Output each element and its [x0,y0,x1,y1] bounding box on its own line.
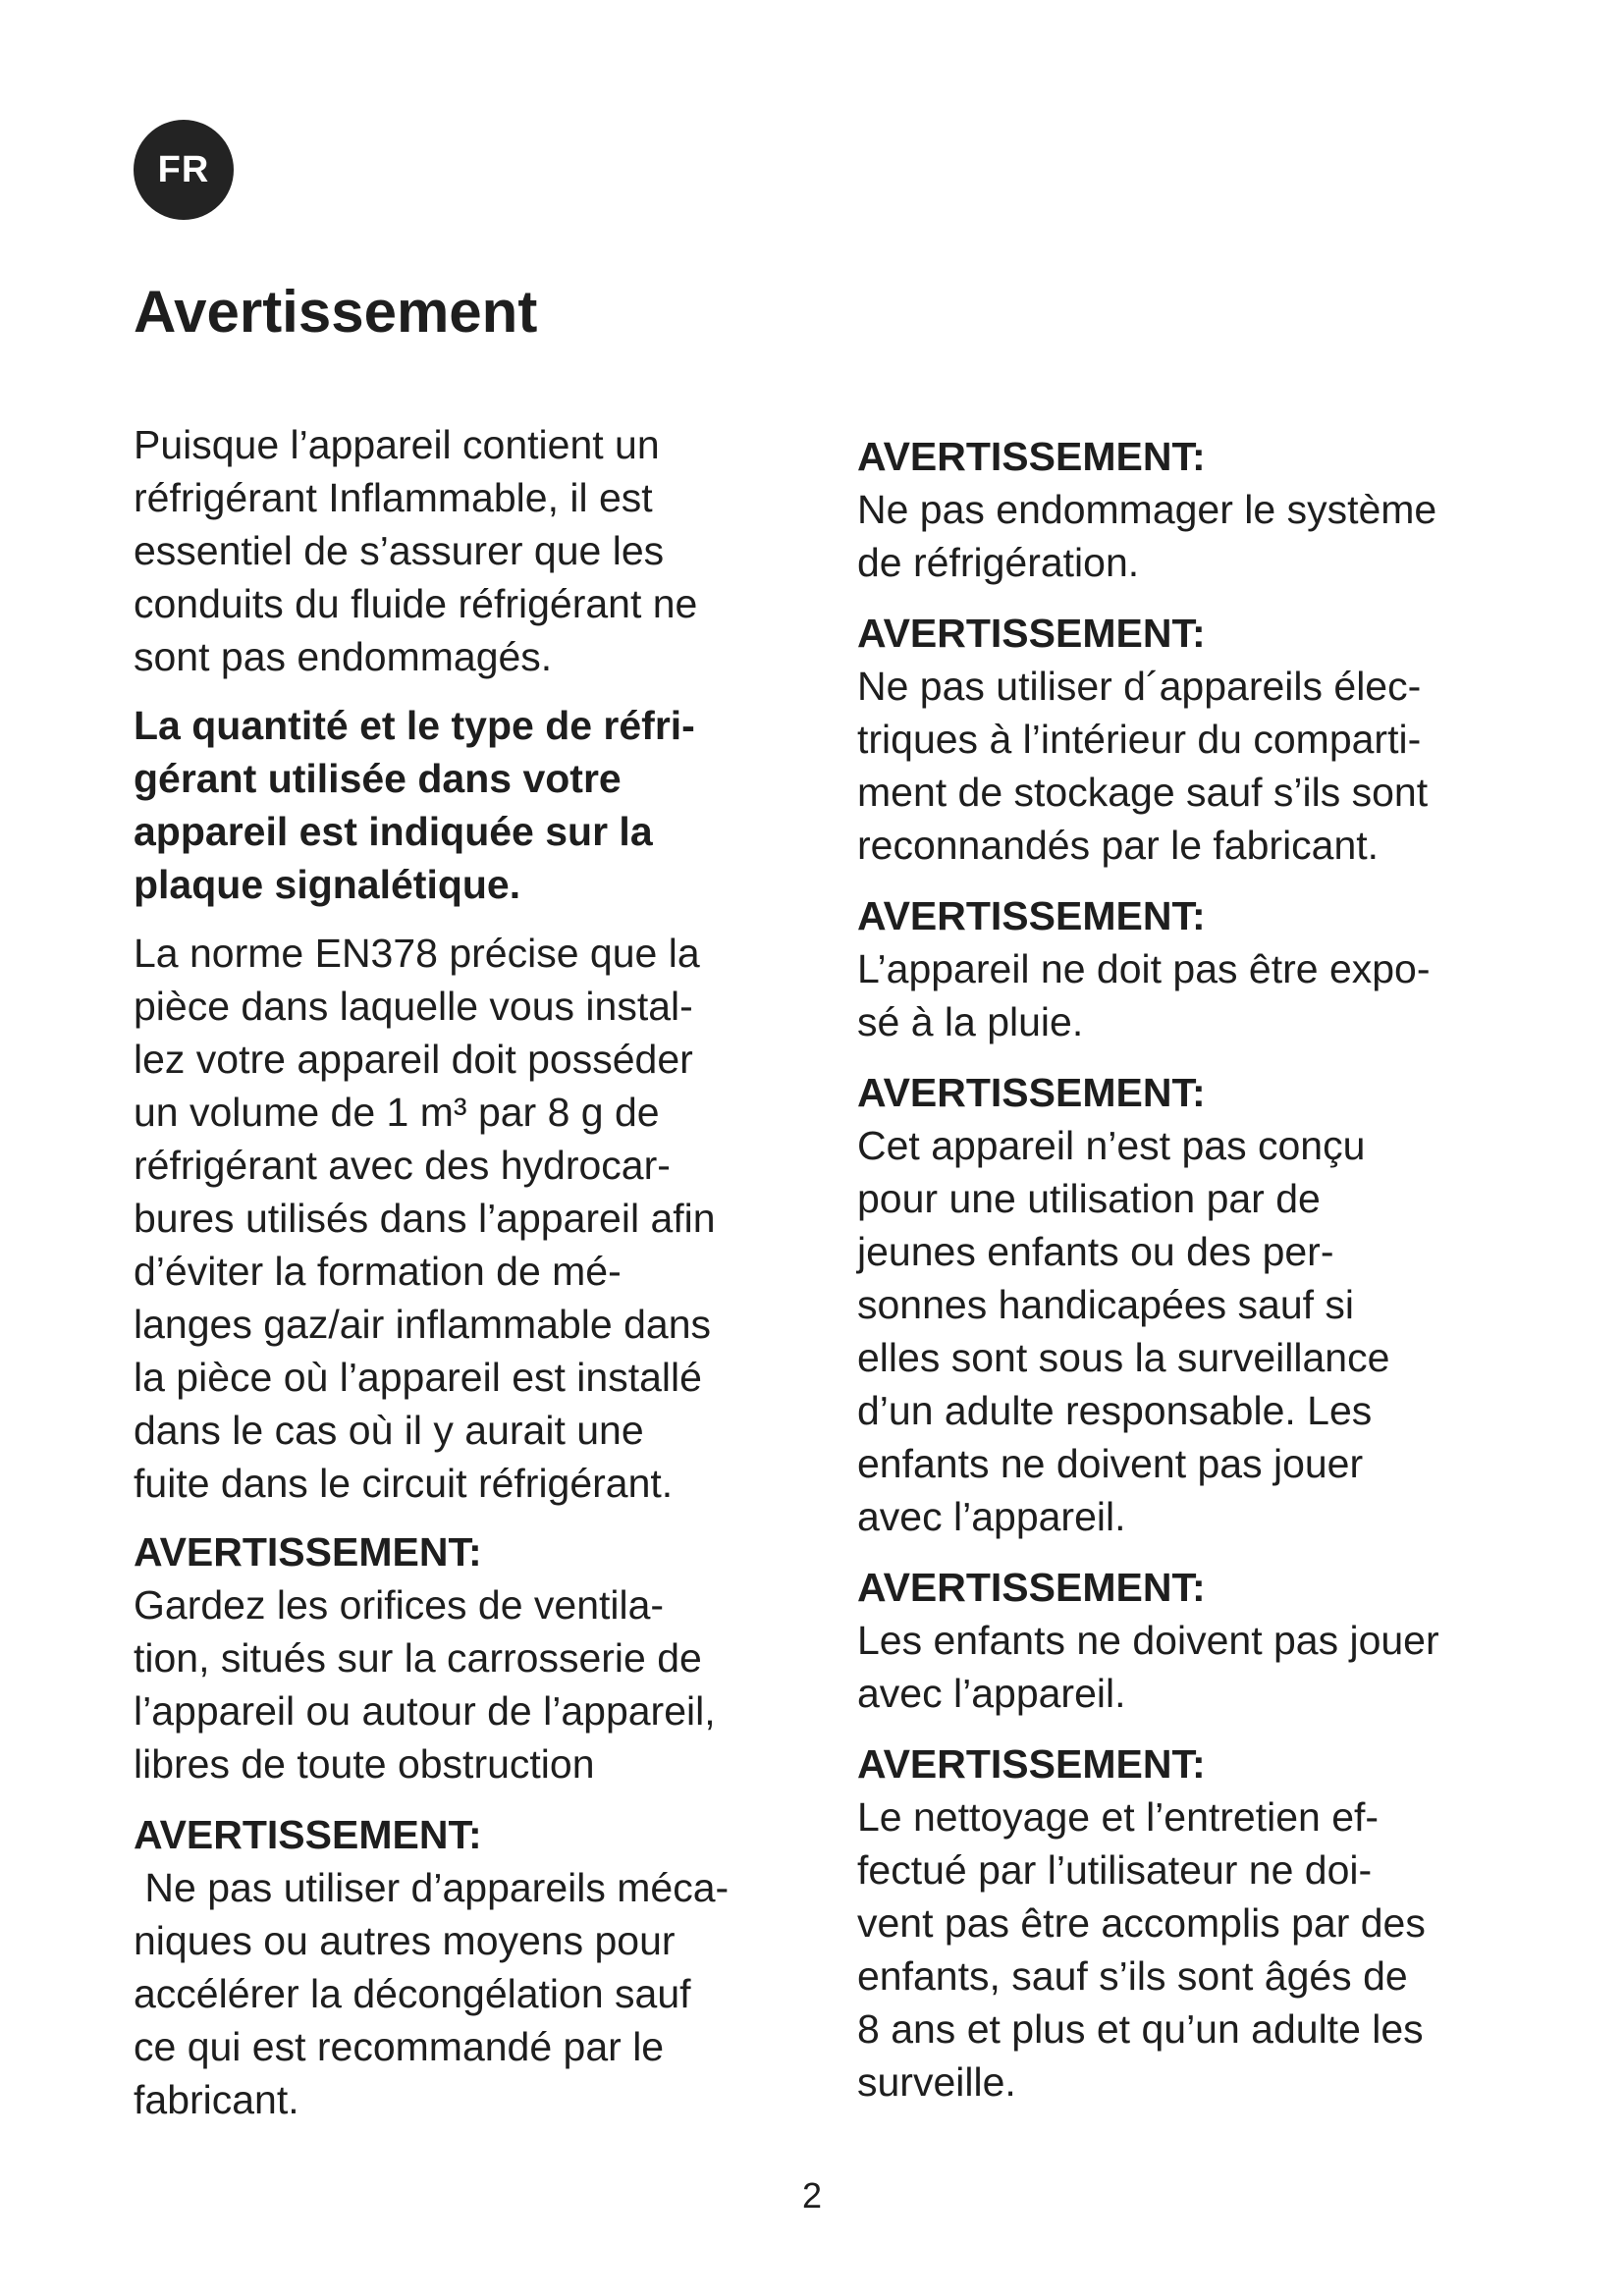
text-line: 8 ans et plus et qu’un adulte les [857,2006,1424,2052]
text-line: fuite dans le circuit réfrigérant. [134,1461,674,1506]
text-line: libres de toute obstruction [134,1741,595,1787]
text-line: sont pas endommagés. [134,634,553,679]
text-line: d’éviter la formation de mé- [134,1249,622,1294]
refrigerant-note [134,699,801,911]
warning-text [857,1614,1515,1720]
warning-text [857,660,1515,872]
text-line: Les enfants ne doivent pas jouer [857,1618,1439,1663]
text-line: Puisque l’appareil contient un [134,422,660,467]
text-line: fabricant. [134,2077,299,2122]
text-line: ce qui est recommandé par le [134,2024,665,2069]
language-badge: FR [134,120,234,220]
norm-paragraph [134,927,801,1510]
warning-heading: AVERTISSEMENT: [857,893,1206,938]
text-line: sonnes handicapées sauf si [857,1282,1355,1327]
text-line: La quantité et le type de réfri- [134,703,695,748]
text-line: un volume de 1 m³ par 8 g de [134,1090,660,1135]
warning-text [134,1861,801,2126]
text-line: surveille. [857,2059,1016,2105]
text-line: dans le cas où il y aurait une [134,1408,644,1453]
text-line: réfrigérant Inflammable, il est [134,475,653,520]
warning-heading: AVERTISSEMENT: [134,1812,482,1857]
page-number: 2 [801,2175,823,2216]
warning-heading: AVERTISSEMENT: [857,1565,1206,1610]
warning-text [857,942,1515,1048]
text-line: de réfrigération. [857,540,1140,585]
warning-block-cleaning [857,1737,1515,2109]
text-line: lez votre appareil doit posséder [134,1037,693,1082]
text-line: pour une utilisation par de [857,1176,1321,1221]
text-line: La norme EN378 précise que la [134,931,700,976]
text-line: pièce dans laquelle vous instal- [134,984,693,1029]
text-line: réfrigérant avec des hydrocar- [134,1143,671,1188]
text-line: tion, situés sur la carrosserie de [134,1635,702,1681]
text-line: elles sont sous la surveillance [857,1335,1390,1380]
text-line: conduits du fluide réfrigérant ne [134,581,698,626]
text-line: appareil est indiquée sur la [134,809,653,854]
text-line: L’appareil ne doit pas être expo- [857,946,1431,991]
text-line: sé à la pluie. [857,999,1084,1044]
text-line: Cet appareil n’est pas conçu [857,1123,1366,1168]
warning-block-ventilation [134,1525,801,1790]
page-title: Avertissement [134,279,538,345]
warning-heading: AVERTISSEMENT: [857,611,1206,656]
text-line: ment de stockage sauf s’ils sont [857,770,1429,815]
warning-text [857,1790,1515,2109]
text-line: Gardez les orifices de ventila- [134,1582,665,1628]
text-line: Ne pas endommager le système [857,487,1437,532]
intro-paragraph [134,418,801,683]
text-line: jeunes enfants ou des per- [857,1229,1334,1274]
text-line: fectué par l’utilisateur ne doi- [857,1847,1373,1893]
text-line: Ne pas utiliser d´appareils élec- [857,664,1422,709]
warning-heading: AVERTISSEMENT: [857,1741,1206,1787]
text-line: triques à l’intérieur du comparti- [857,717,1422,762]
warning-block-refrigeration [857,430,1515,589]
text-line: d’un adulte responsable. Les [857,1388,1373,1433]
text-line: plaque signalétique. [134,862,521,907]
warning-heading: AVERTISSEMENT: [134,1529,482,1575]
warning-text [134,1578,801,1790]
warning-text [857,1119,1515,1543]
text-line: Le nettoyage et l’entretien ef- [857,1794,1380,1840]
warning-block-rain [857,889,1515,1048]
text-line: reconnandés par le fabricant. [857,823,1380,868]
warning-block-supervision [857,1066,1515,1543]
text-line: enfants ne doivent pas jouer [857,1441,1364,1486]
text-line: avec l’appareil. [857,1671,1126,1716]
text-line: gérant utilisée dans votre [134,756,622,801]
text-line: enfants, sauf s’ils sont âgés de [857,1953,1408,1999]
text-line: Ne pas utiliser d’appareils méca- [134,1865,730,1910]
text-line: niques ou autres moyens pour [134,1918,676,1963]
text-line: bures utilisés dans l’appareil afin [134,1196,716,1241]
text-line: avec l’appareil. [857,1494,1126,1539]
text-line: vent pas être accomplis par des [857,1900,1426,1946]
text-line: l’appareil ou autour de l’appareil, [134,1688,716,1734]
right-column [857,430,1515,2126]
text-line: accélérer la décongélation sauf [134,1971,691,2016]
text-line: essentiel de s’assurer que les [134,528,665,573]
left-column [134,418,801,2144]
warning-text [857,483,1515,589]
warning-block-children-play [857,1561,1515,1720]
warning-block-defrost [134,1808,801,2126]
warning-block-electrical [857,607,1515,872]
warning-heading: AVERTISSEMENT: [857,434,1206,479]
text-line: la pièce où l’appareil est installé [134,1355,702,1400]
warning-heading: AVERTISSEMENT: [857,1070,1206,1115]
text-line: langes gaz/air inflammable dans [134,1302,711,1347]
